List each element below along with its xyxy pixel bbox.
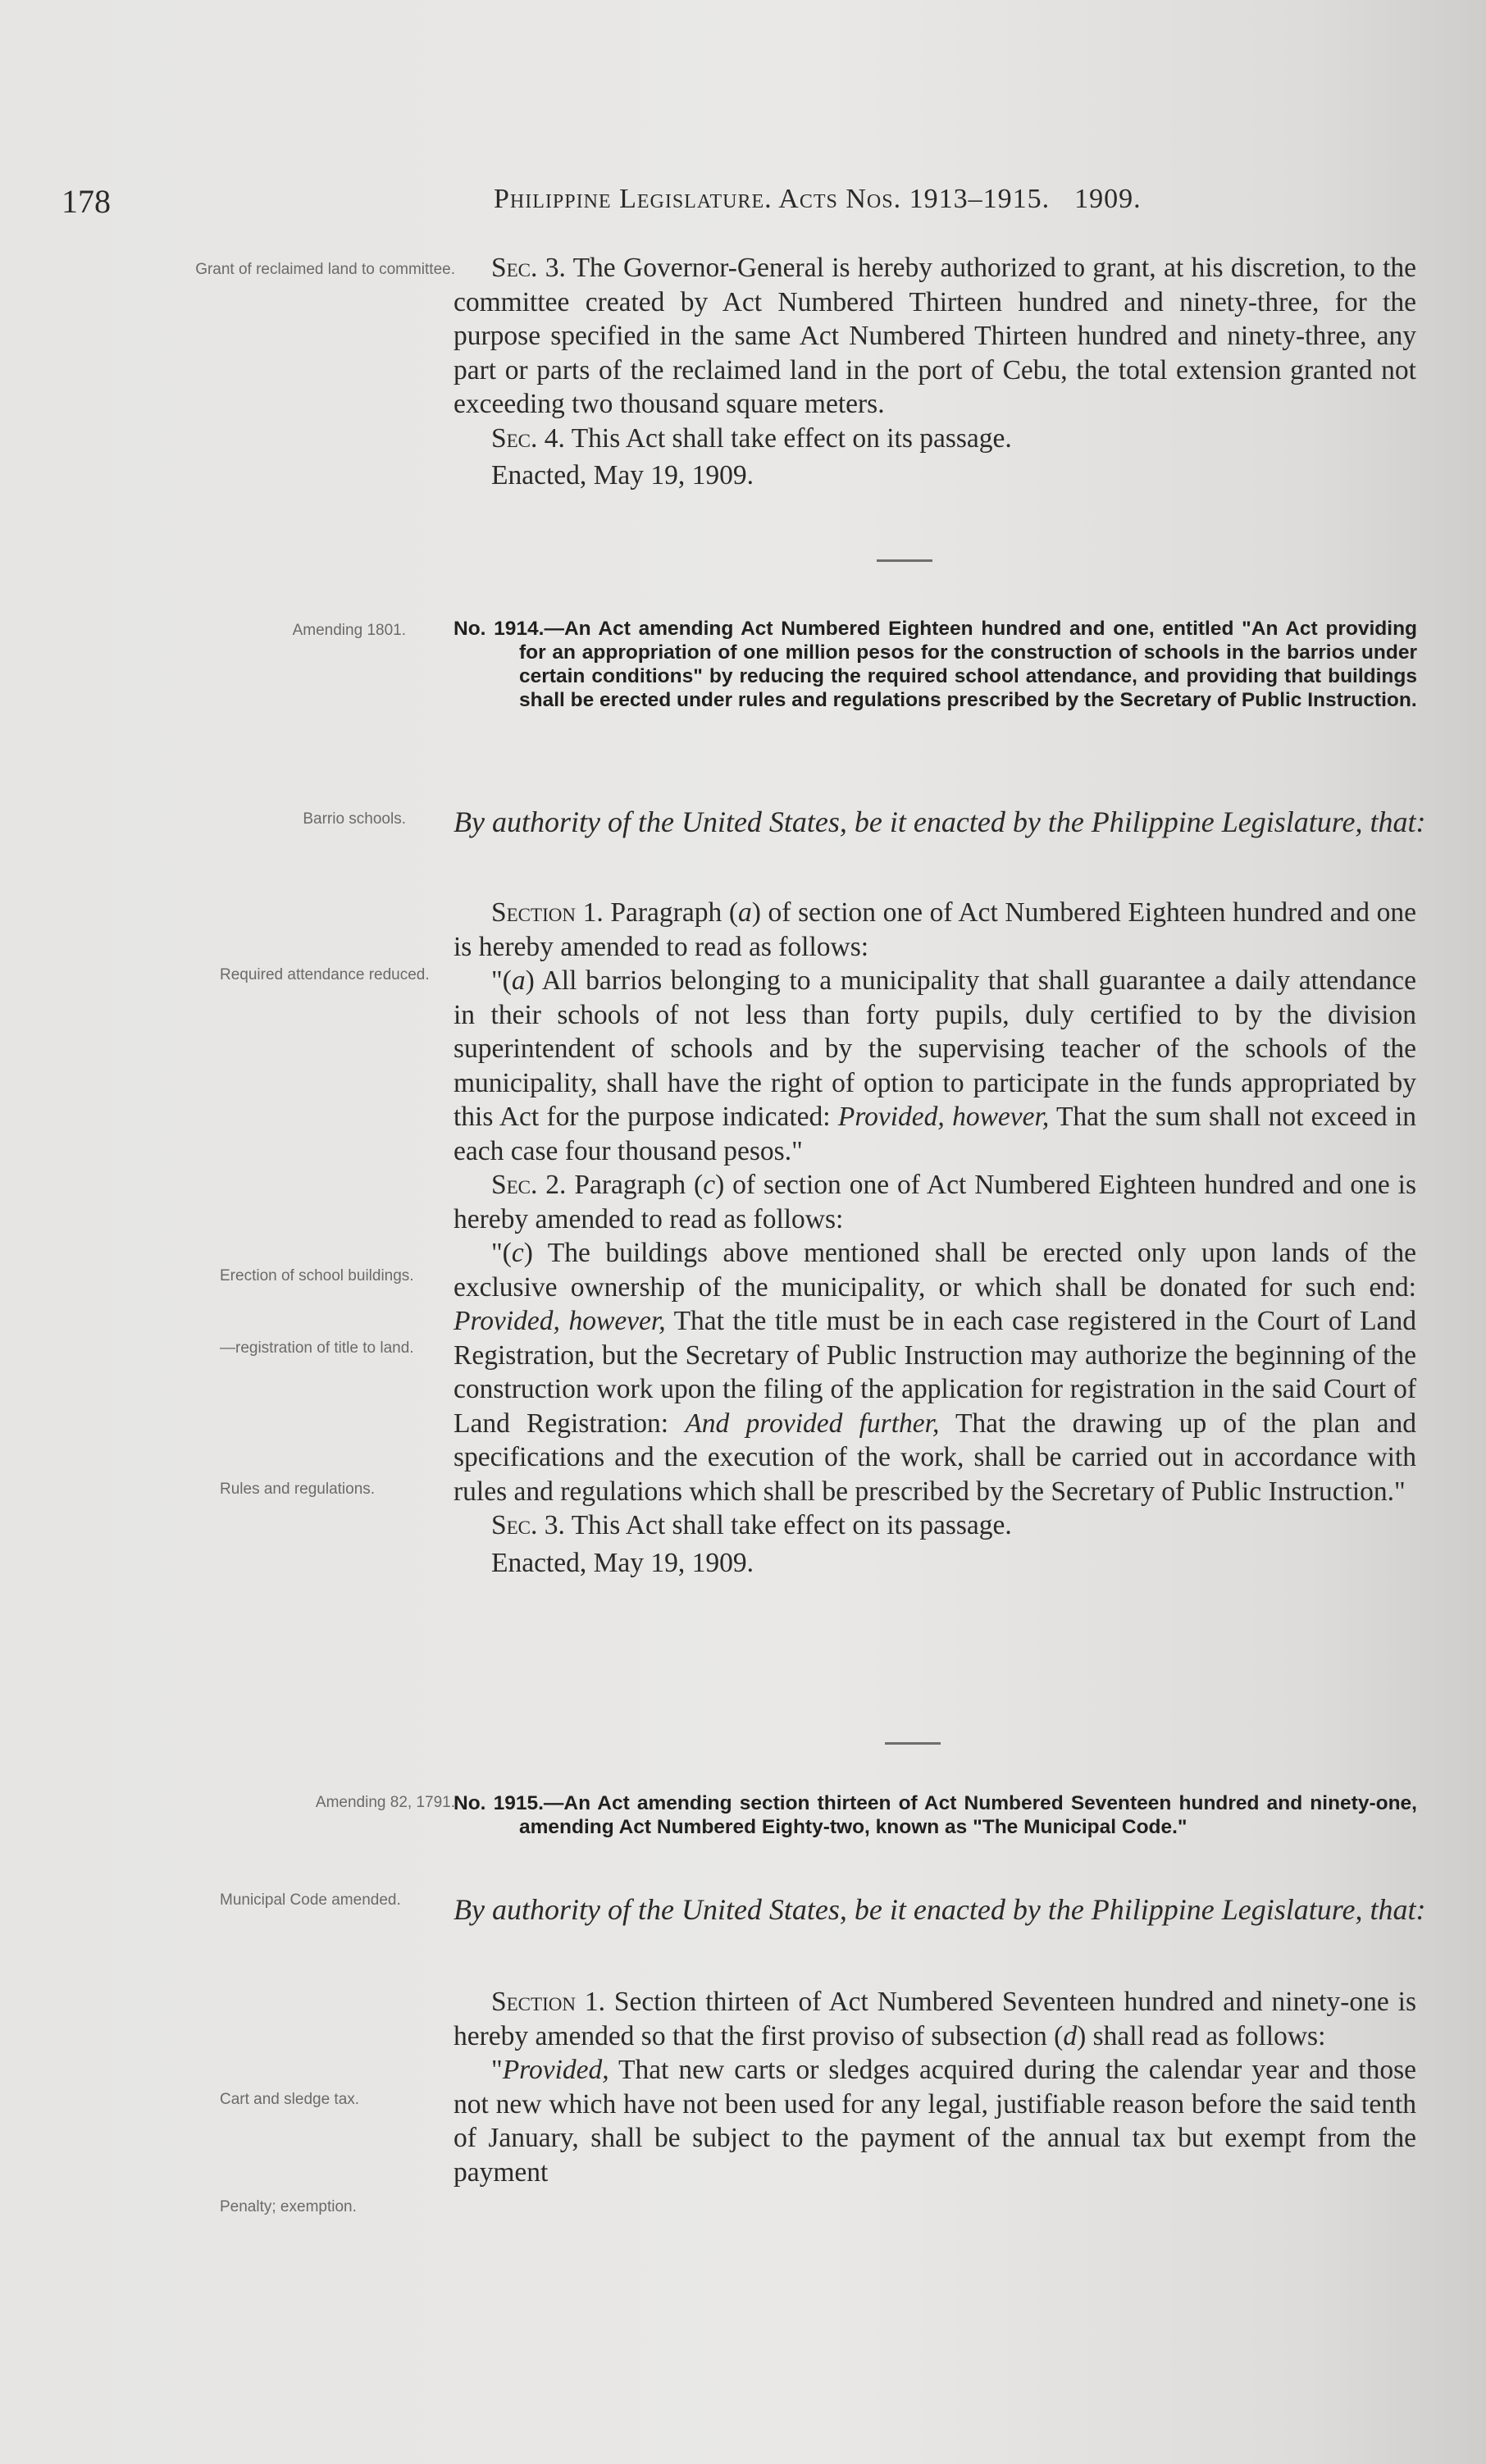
paragraph-letter: c — [703, 1170, 716, 1200]
proviso: Provided, however, — [837, 1102, 1050, 1132]
section-divider — [877, 559, 932, 562]
section-1 — [454, 1985, 1416, 2053]
running-head-year: 1909. — [1074, 184, 1142, 214]
enacted-date: Enacted, May 19, 1909. — [491, 460, 754, 491]
quote-open: " — [491, 2055, 503, 2085]
quote-text: ) The buildings above mentioned shall be erected only upon lands of the exclusive ownership of the municipality, or which shall be donated for such end: — [454, 1238, 1416, 1303]
proviso: Provided, — [502, 2055, 609, 2085]
paragraph-letter: d — [1063, 2020, 1078, 2051]
quoted-paragraph-c — [454, 1236, 1416, 1508]
quoted-proviso — [454, 2053, 1416, 2189]
margin-note-registration: —registration of title to land. — [220, 1339, 414, 1357]
act-1913-sections — [454, 251, 1416, 493]
section-4 — [454, 422, 1416, 456]
paragraph-letter: c — [511, 1238, 524, 1268]
quote-open: "( — [491, 965, 512, 996]
quote-text: That new carts or sledges acquired during the calendar year and those not new which have not been used for any legal, justifiable reason before the said tenth of January, shall be subject to the payment of the annual tax but exempt from the payment — [454, 2055, 1416, 2188]
section-3 — [454, 251, 1416, 422]
section-label: Sec. 3. — [491, 253, 566, 283]
section-label: Section 1. — [491, 1987, 605, 2017]
act-1914-title — [454, 617, 1417, 712]
section-divider — [885, 1742, 941, 1745]
proviso: And provided further, — [685, 1408, 940, 1439]
quote-text: That the sum shall not exceed in each case four thousand pesos." — [454, 1102, 1417, 1166]
page-number: 178 — [62, 183, 111, 220]
section-text: ) shall read as follows: — [1077, 2020, 1326, 2051]
quote-open: "( — [491, 1238, 512, 1268]
quote-text: That the title must be in each case registered in the Court of Land Registration, but the Secretary of Public Instruction may authorize the beginning of the construction work upon the filing of the application for registration in the said Court of Land Registration: — [454, 1306, 1416, 1439]
margin-note-amending-1801: Amending 1801. — [292, 622, 406, 639]
paragraph-letter: a — [511, 965, 526, 996]
section-text: This Act shall take effect on its passage. — [571, 1510, 1012, 1540]
section-label: Sec. 3. — [491, 1510, 565, 1540]
paragraph-letter: a — [738, 897, 752, 928]
margin-note-grant: Grant of reclaimed land to committee. — [195, 261, 455, 278]
margin-note-rules: Rules and regulations. — [220, 1481, 376, 1498]
act-1914-sections — [454, 896, 1416, 1580]
section-label: Section 1. — [491, 897, 604, 928]
act-title-text: —An Act amending Act Numbered Eighteen hundred and one, entitled "An Act providing for an appropriation of one million pesos for the construction of schools in the barrios under certain conditions" by reducing the required school attendance, and providing that buildings shall be erected under rules and regulations prescribed by the Secretary of Public Instruction. — [519, 618, 1417, 711]
section-text: Paragraph ( — [574, 1170, 704, 1200]
section-text: This Act shall take effect on its passage. — [571, 422, 1012, 454]
section-label: Sec. 2. — [491, 1170, 567, 1200]
section-1 — [454, 896, 1416, 964]
quote-text: ) All barrios belonging to a municipality that shall guarantee a daily attendance in their schools of not less than forty pupils, duly certified to by the division superintendent of schools and by the supervising teacher of the schools of the municipality, shall have the right of option to participate in the funds appropriated by this Act for the purpose indicated: — [454, 965, 1416, 1132]
running-head-title: Philippine Legislature. Acts Nos. 1913–1915. — [494, 184, 1051, 214]
section-text: The Governor-General is hereby authorized to grant, at his discretion, to the committee created by Act Numbered Thirteen hundred and ninety-three, for the purpose specified in the same Act Numbered Thirteen hundred and ninety-three, any part or parts of the reclaimed land in the port of Cebu, the total extension granted not exceeding two thousand square meters. — [454, 253, 1416, 419]
enacted-date: Enacted, May 19, 1909. — [491, 1547, 754, 1578]
section-text: Paragraph ( — [610, 897, 738, 928]
section-text: Section thirteen of Act Numbered Seventeen hundred and ninety-one is hereby amended so that the first proviso of subsection ( — [454, 1987, 1417, 2051]
quote-text: That the drawing up of the plan and specifications and the execution of the work, shall be carried out in accordance with rules and regulations which shall be prescribed by the Secretary of Public Instruction." — [454, 1408, 1416, 1507]
quoted-paragraph-a — [454, 964, 1416, 1168]
margin-note-barrio-schools: Barrio schools. — [303, 810, 406, 828]
margin-note-cart-tax: Cart and sledge tax. — [220, 2091, 360, 2108]
act-number: No. 1914. — [454, 618, 545, 640]
act-number: No. 1915. — [454, 1792, 544, 1814]
section-3 — [454, 1508, 1416, 1543]
section-2 — [454, 1168, 1416, 1236]
section-text: ) of section one of Act Numbered Eighteen hundred and one is hereby amended to read as follows: — [454, 1170, 1416, 1234]
margin-note-required-attendance: Required attendance reduced. — [220, 966, 430, 983]
margin-note-erection: Erection of school buildings. — [220, 1267, 414, 1284]
section-label: Sec. 4. — [491, 422, 565, 454]
margin-note-amending-82: Amending 82, 1791. — [315, 1794, 455, 1811]
act-title-text: —An Act amending section thirteen of Act Numbered Seventeen hundred and ninety-one, amending Act Numbered Eighty-two, known as "The Municipal Code." — [519, 1792, 1417, 1838]
act-1915-title — [454, 1791, 1417, 1839]
proviso: Provided, however, — [454, 1306, 666, 1336]
section-text: ) of section one of Act Numbered Eighteen hundred and one is hereby amended to read as follows: — [454, 897, 1416, 962]
margin-note-penalty: Penalty; exemption. — [220, 2198, 357, 2215]
running-head — [494, 184, 1142, 215]
act-1915-sections — [454, 1985, 1416, 2189]
enacting-clause: By authority of the United States, be it enacted by the Philippine Legislature, that: — [454, 805, 1426, 838]
enacting-clause: By authority of the United States, be it enacted by the Philippine Legislature, that: — [454, 1893, 1426, 1926]
margin-note-municipal-code: Municipal Code amended. — [220, 1891, 401, 1909]
